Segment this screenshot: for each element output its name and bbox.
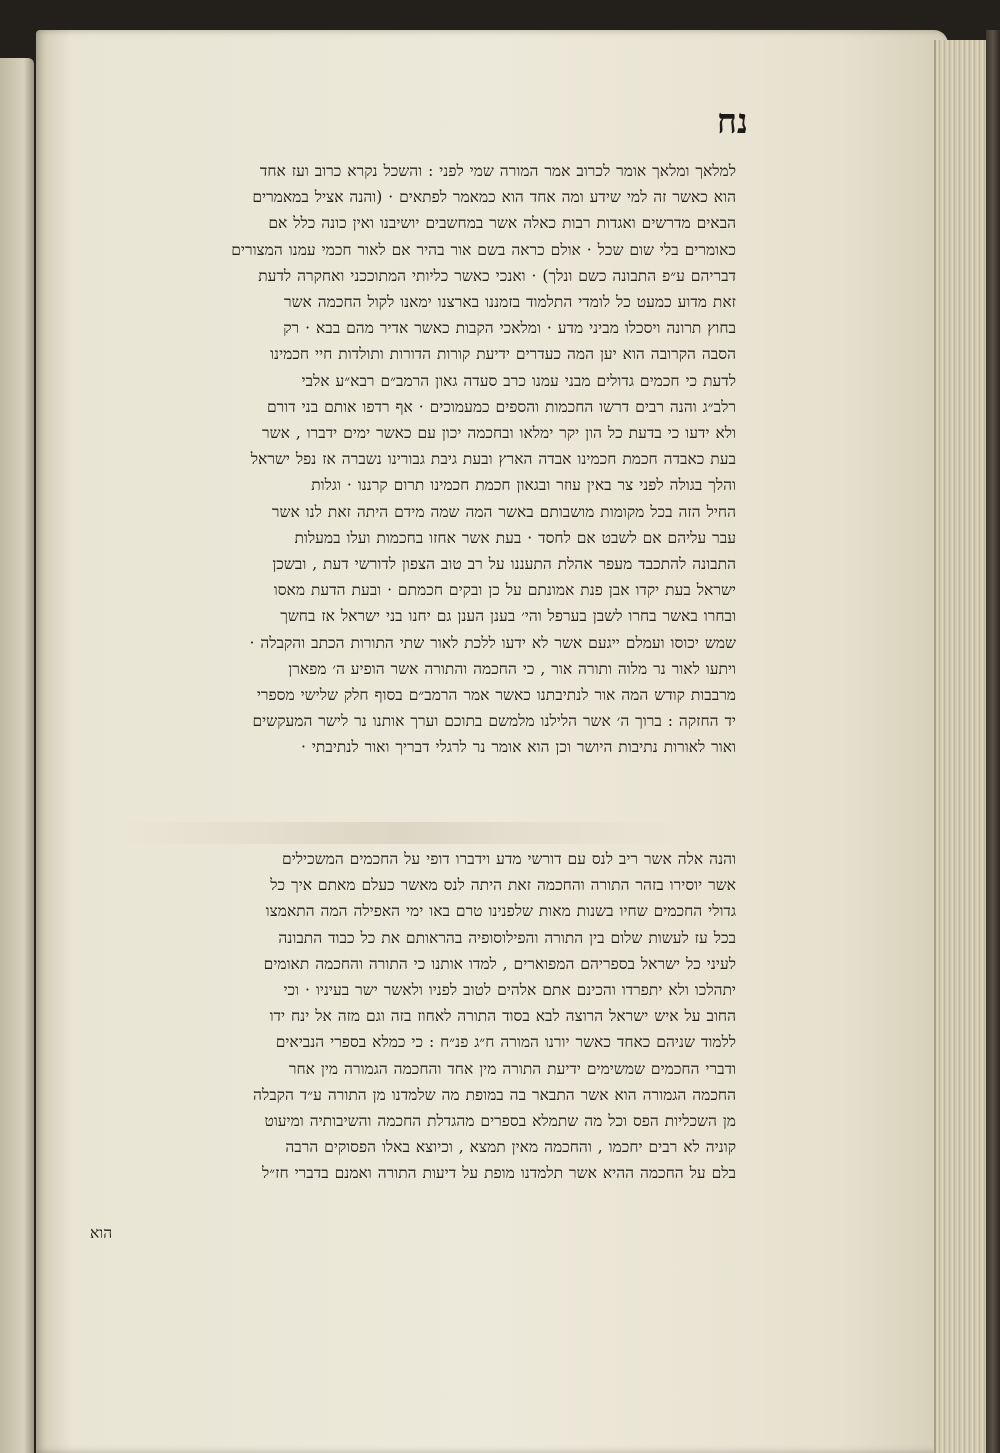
text-line: רלב״ג והנה רבים דרשו החכמות והספים כמעמוכים · אף רדפו אותם בני דורם — [266, 397, 736, 416]
text-line: החיל הזה בכל מקומות מושבותם באשר המה שמה מידם היתה זאת לנו אשר — [271, 502, 736, 521]
text-line: מן השכליות הפס וכל מה שתמלא בספרים מהגדלת החכמה והשיבותיה ומיעוט — [264, 1112, 736, 1131]
catchword: הוא — [90, 1224, 113, 1242]
text-line: הבאים מדרשים ואגדות רבות כאלה אשר במחשבים יושיבנו ואין כונה כלל אם — [268, 214, 736, 233]
text-line: זאת מדוע כמעט כל לומדי התלמוד בזמננו בארצנו ימאנו לקול החכמה אשר — [283, 293, 736, 312]
text-line: בחוץ תרונה ויסכלו מביני מדע · ומלאכי הקבות כאשר אדיר מהם בבא · רק — [283, 319, 736, 338]
text-line: למלאך ומלאך אומר לכרוב אמר המורה שמי לפני : והשכל נקרא כרוב ועז אחד — [259, 162, 736, 180]
text-line: שמש יכוסו ועמלם ייגעם אשר לא ידעו ללכת לאור שתי התורות הכתב והקבלה · — [249, 633, 736, 652]
text-line: התבונה להתכבד מעפר אהלת התעננו על רב טוב הצפון לדורשי דעת , ובשכן — [272, 555, 736, 574]
text-line: ודברי החכמים שמשימים ידיעת התורה מין אחד והחכמה הגמורה מין אחר — [288, 1059, 736, 1078]
text-line: והנה אלה אשר ריב לנס עם דורשי מדע וידברו דופי על החכמים המשכילים — [282, 850, 736, 868]
text-line: הסבה הקרובה הוא יען המה כעדרים ידיעת קורות הדורות ותולדות חיי חכמינו — [270, 345, 736, 364]
facing-page-edge — [0, 58, 34, 1453]
text-line: והלך בגולה לפני צר באין עוזר ובגאון חכמת חכמינו תרום קרננו · וגלות — [311, 476, 736, 495]
text-line: ויתעו לאור נר מלוה ותורה אור , כי החכמה והתורה אשר הופיע ה׳ מפארן — [288, 659, 736, 678]
text-line: כאומרים בלי שום שכל · אולם כראה בשם אור בהיר אם לאור חכמי עמנו המצורים — [231, 240, 736, 259]
text-line: דבריהם ע״פ התבונה כשם ונלך) · ואנכי כאשר כליותי המתוככני ואחקרה לדעת — [258, 266, 736, 285]
text-line: ובחרו באשר בחרו לשבן בערפל והי׳ בענן הענן גם יחנו בני ישראל אז בחשך — [280, 607, 736, 626]
text-line: ישראל בעת יקדו אבן פנת אמונתם על כן ובקים חכמתם · ובעת הדעת מאסו — [273, 581, 736, 600]
text-line: החוב על איש ישראל הרוצה לבא בסוד התורה לאחוז בזה וגם מזה אל ינח ידו — [269, 1007, 736, 1026]
text-line: יד החזקה : ברוך ה׳ אשר הלילנו מלמשם בתוכם וערך אותנו נר לישר המעקשים — [252, 712, 736, 731]
text-line: אשר יוסירו בזהר התורה והחכמה זאת היתה לנס מאשר כעלם מאתם איך כל — [270, 876, 736, 895]
text-line: בכל עז לעשות שלום בין התורה והפילוסופיה בהראותם את כל כבוד התבונה — [278, 928, 736, 947]
page-number: נח — [716, 102, 748, 142]
text-line: ואור לאורות נתיבות היושר וכן הוא אומר נר לרגלי דבריך ואור לנתיבתי · — [301, 738, 736, 757]
text-line: לדעת כי חכמים גדולים מבני עמנו כרב סעדה גאון הרמב״ם רבא״ע אלבי — [301, 371, 736, 390]
text-line: גדולי החכמים שחיו בשנות מאות שלפנינו טרם באו ימי האפילה המה התאמצו — [265, 902, 736, 921]
bleed-through — [120, 822, 680, 844]
text-line: הוא כאשר זה למי שידע ומה אחד הוא כמאמר לפתאים · (והנה אציל במאמרים — [252, 188, 736, 207]
text-line: בלם על החכמה ההיא אשר תלמדנו מופת על דיעות התורה ואמנם בדברי חז״ל — [262, 1164, 736, 1183]
text-line: קוניה לא רבים יחכמו , והחכמה מאין תמצא , וכיוצא באלו הפסוקים הרבה — [285, 1138, 736, 1157]
book-cover-edge — [986, 30, 1000, 1453]
paragraph-2 — [64, 846, 736, 1226]
text-line: ללמוד שניהם כאחד כאשר יורנו המורה ח״ג פנ״ח : כי כמלא בספרי הנביאים — [275, 1033, 736, 1052]
text-line: לעיני כל ישראל בספריהם המפוארים , למדו אותנו כי התורה והחכמה תאומים — [263, 954, 736, 973]
paragraph-1 — [64, 158, 736, 830]
text-line: ולא ידעו כי בדעת כל הון יקר ימלאו ובחכמה יכון עם כאשר ימים ידברו , אשר — [262, 424, 736, 443]
text-line: החכמה הגמורה הוא אשר התבאר בה במופת מה שלמדנו מן התורה ע״ד הקבלה — [253, 1085, 736, 1104]
text-line: עבר עליהם אם לשבט אם לחסד · בעת אשר אחזו בחכמות ועלו במעלות — [294, 528, 736, 547]
text-line: יתהלכו ולא יתפרדו והכינם אתם אלהים לטוב לפניו ולאשר ישר בעיניו · וכי — [283, 981, 736, 1000]
text-line: מרבבות קודש המה אור לנתיבתנו כאשר אמר הרמב״ם בסוף חלק שלישי מספרי — [256, 686, 736, 705]
text-line: בעת כאבדה חכמת חכמינו אבדה הארץ ובעת גיבת גבורינו נשברה אז נפל ישראל — [250, 450, 736, 469]
